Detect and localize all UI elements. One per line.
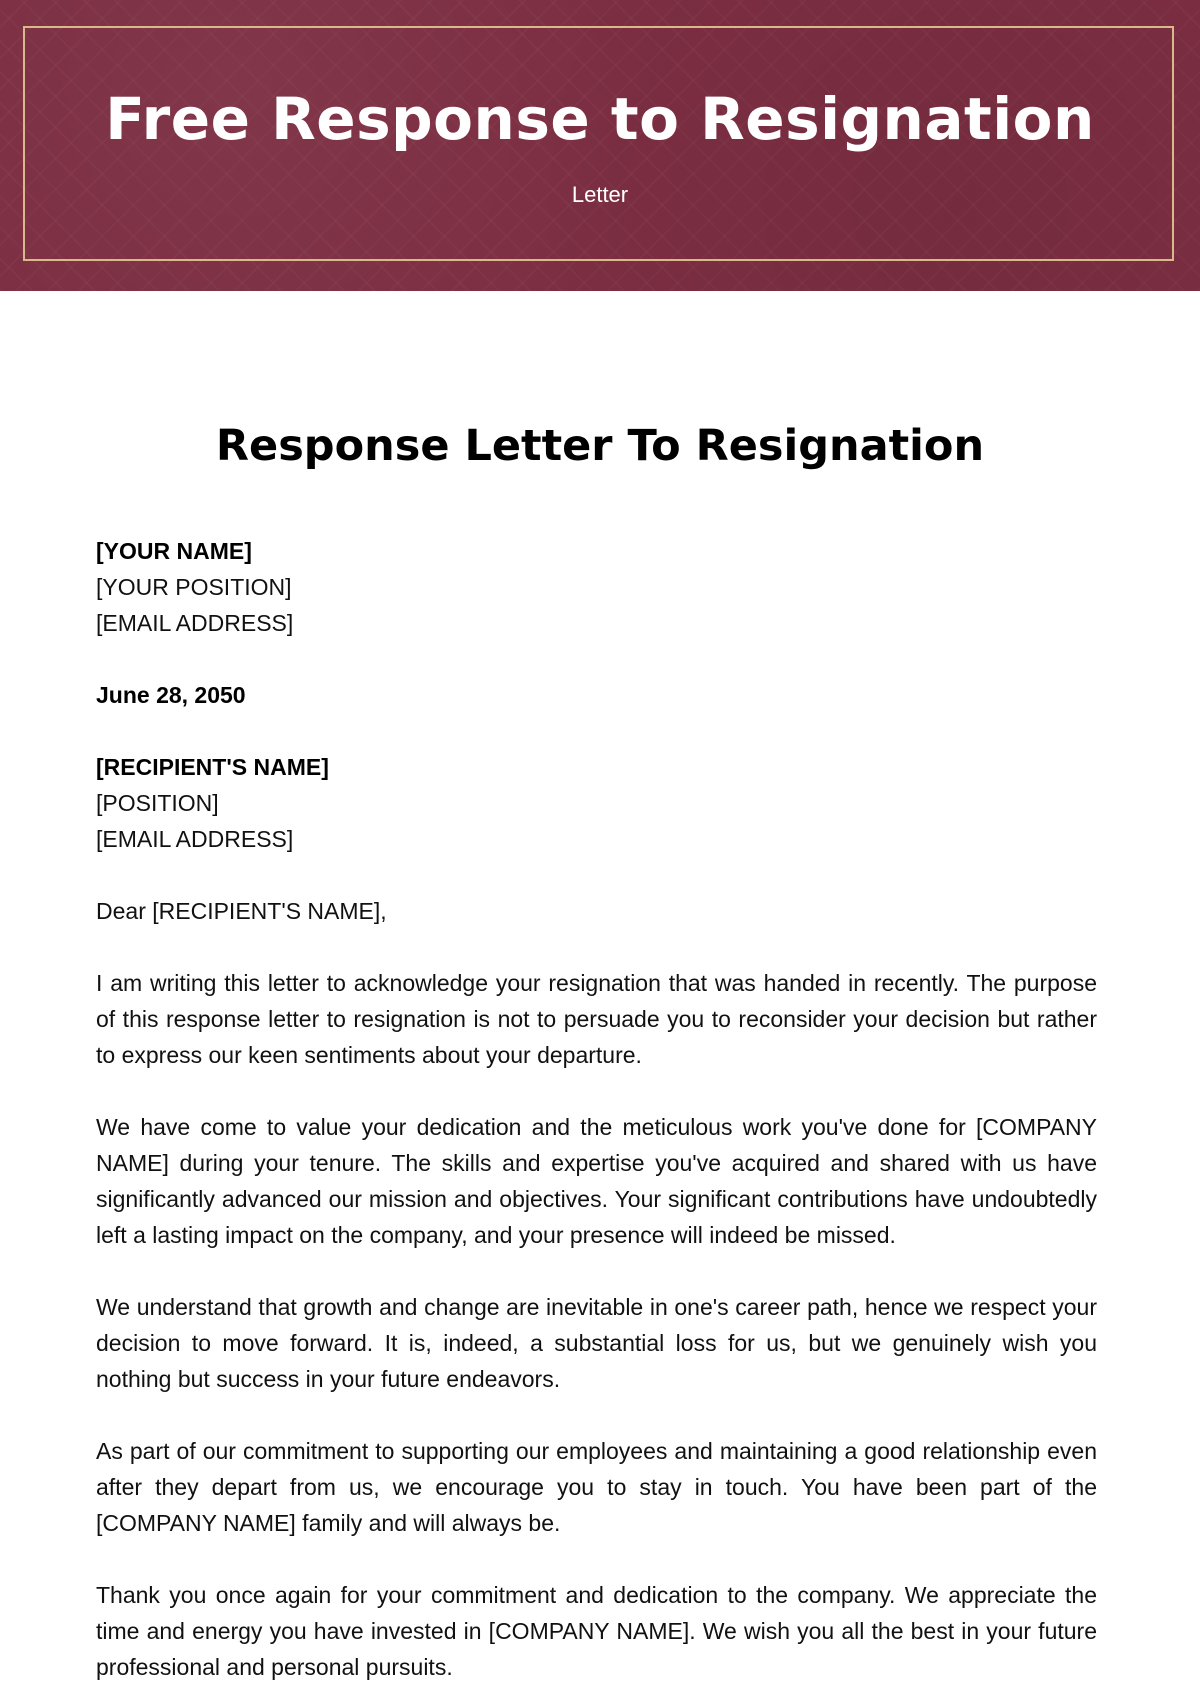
banner-title: Free Response to Resignation [105,85,1095,153]
paragraph-understanding: We understand that growth and change are inevitable in one's career path, hence we respect your decision to move forward. It is, indeed, a substantial loss for us, but we genuinely wish you nothing but success in your future endeavors. [96,1294,1097,1392]
sender-block [96,533,1097,641]
recipient-name: [RECIPIENT'S NAME] [96,754,329,780]
letter-body [96,533,1097,1685]
paragraph-closing: Thank you once again for your commitment and dedication to the company. We appreciate the time and energy you have invested in [COMPANY NAME]. We wish you all the best in your future professional and personal pursuits. [96,1582,1097,1680]
banner-subtitle: Letter [571,182,629,207]
recipient-position: [POSITION] [96,790,219,816]
sender-email: [EMAIL ADDRESS] [96,610,294,636]
paragraph-stay-in-touch: As part of our commitment to supporting our employees and maintaining a good relationship even after they depart from us, we encourage you to stay in touch. You have been part of the [COMPANY NAME] family and will always be. [96,1438,1097,1536]
salutation: Dear [RECIPIENT'S NAME], [96,898,387,924]
header-banner [0,0,1200,291]
paragraph-appreciation: We have come to value your dedication and the meticulous work you've done for [COMPANY NAME] during your tenure. The skills and expertise you've acquired and shared with us have significantly advanced our mission and objectives. Your significant contributions have undoubtedly left a lasting impact on the company, and your presence will indeed be missed. [96,1114,1097,1248]
recipient-email: [EMAIL ADDRESS] [96,826,294,852]
sender-position: [YOUR POSITION] [96,574,292,600]
document-title: Response Letter To Resignation [215,421,985,471]
recipient-block [96,749,1097,857]
sender-name: [YOUR NAME] [96,538,252,564]
paragraph-acknowledgement: I am writing this letter to acknowledge your resignation that was handed in recently. The purpose of this response letter to resignation is not to persuade you to reconsider your decision but rather to express our keen sentiments about your departure. [96,970,1097,1068]
letter-date: June 28, 2050 [96,682,246,708]
